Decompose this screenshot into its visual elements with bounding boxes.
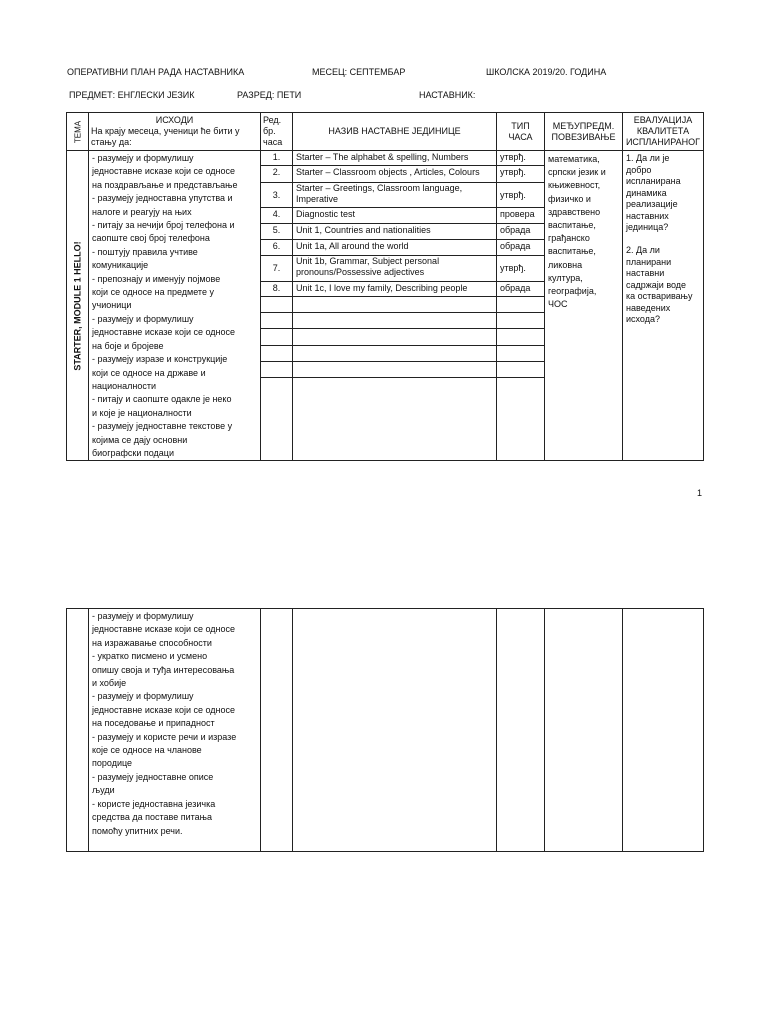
empty-cell — [261, 609, 293, 852]
outcomes-cell: - разумеју и формулишу једноставне исказе који се односе на поздрављање и представљање - разумеју једноставна упутства и налоге и реагују на њих - питају за нечији број телефона и саопште свој број телефона - поштују правила учтиве комуникације - препознају и именују појмове који се односе на предмете у учионици - разумеју и формулишу једноставне исказе који се односе на боје и бројеве - разумеју изразе и конструкције који се односе на државе и националности - питају и саопште одакле је неко и које је националности - разумеју једноставне текстове у којима се дају основни биографски подаци — [89, 151, 261, 461]
outcomes-cell-page2: - разумеју и формулишу једноставне исказе који се односе на изражавање способности - укратко писмено и усмено опишу своја и туђа интересовања и хобије - разумеју и формулишу једноставне исказе који се односе на поседовање и припадност - разумеју и користе речи и изразе које се односе на чланове породице - разумеју једноставне описе људи - користе једноставна језичка средства да поставе питања помоћу упитних речи. — [89, 609, 261, 852]
lesson-number: 8. — [261, 281, 293, 296]
theme-cell-page2 — [67, 609, 89, 852]
unit-header: НАЗИВ НАСТАВНЕ ЈЕДИНИЦЕ — [293, 113, 497, 151]
evaluation-header: ЕВАЛУАЦИЈА КВАЛИТЕТА ИСПЛАНИРАНОГ — [623, 113, 704, 151]
theme-cell: STARTER, MODULE 1 HELLO! — [67, 151, 89, 461]
lesson-type: обрада — [497, 281, 545, 296]
empty-cell — [497, 361, 545, 377]
lesson-type: утврђ. — [497, 256, 545, 281]
empty-cell — [261, 296, 293, 312]
lesson-unit: Starter – The alphabet & spelling, Numbers — [293, 151, 497, 166]
empty-cell — [497, 345, 545, 361]
plan-table-page2 — [66, 608, 704, 852]
lesson-type: утврђ. — [497, 151, 545, 166]
empty-cell — [293, 609, 497, 852]
outcomes-header — [89, 113, 261, 151]
lesson-unit: Unit 1a, All around the world — [293, 240, 497, 256]
empty-cell — [497, 296, 545, 312]
empty-cell — [261, 313, 293, 329]
lesson-type: утврђ. — [497, 183, 545, 207]
lesson-unit: Diagnostic test — [293, 207, 497, 223]
empty-cell — [497, 313, 545, 329]
empty-cell — [261, 361, 293, 377]
lesson-unit: Unit 1, Countries and nationalities — [293, 223, 497, 239]
empty-cell — [545, 609, 623, 852]
empty-cell — [623, 609, 704, 852]
lesson-number: 4. — [261, 207, 293, 223]
lesson-type: обрада — [497, 223, 545, 239]
empty-cell — [497, 329, 545, 345]
outcomes-header-title: ИСХОДИ — [155, 115, 194, 125]
outcomes-header-sub: На крају месеца, ученици ће бити у стању да: — [91, 126, 240, 147]
lesson-number: 7. — [261, 256, 293, 281]
lesson-type: утврђ. — [497, 166, 545, 183]
empty-cell — [261, 345, 293, 361]
cross-curricular-cell: математика, српски језик и књижевност, физичко и здравствено васпитање, грађанско васпитање, ликовна култура, географија, ЧОС — [545, 151, 623, 461]
empty-cell — [293, 361, 497, 377]
empty-cell — [497, 609, 545, 852]
empty-cell — [293, 329, 497, 345]
lesson-unit: Unit 1b, Grammar, Subject personal pronouns/Possessive adjectives — [293, 256, 497, 281]
empty-cell — [293, 345, 497, 361]
empty-cell — [293, 378, 497, 461]
grade-label: РАЗРЕД: ПЕТИ — [237, 90, 302, 100]
plan-title: ОПЕРАТИВНИ ПЛАН РАДА НАСТАВНИКА — [67, 67, 245, 77]
cross-curricular-header: МЕЂУПРЕДМ. ПОВЕЗИВАЊЕ — [545, 113, 623, 151]
lesson-unit: Starter – Classroom objects , Articles, Colours — [293, 166, 497, 183]
plan-table-page1 — [66, 112, 704, 461]
evaluation-cell: 1. Да ли је добро испланирана динамика реализације наставних јединица? 2. Да ли планирани наставни садржаји воде ка остваривању наведених исхода? — [623, 151, 704, 461]
empty-cell — [293, 296, 497, 312]
page-number: 1 — [696, 488, 702, 498]
lesson-number: 2. — [261, 166, 293, 183]
month-label: МЕСЕЦ: СЕПТЕМБАР — [312, 67, 406, 77]
school-year-label: ШКОЛСКА 2019/20. ГОДИНА — [486, 67, 607, 77]
empty-cell — [261, 378, 293, 461]
lesson-unit: Starter – Greetings, Classroom language, Imperative — [293, 183, 497, 207]
lesson-number-header: Ред. бр. часа — [261, 113, 293, 151]
lesson-unit: Unit 1c, I love my family, Describing people — [293, 281, 497, 296]
empty-cell — [293, 313, 497, 329]
empty-cell — [497, 378, 545, 461]
lesson-number: 1. — [261, 151, 293, 166]
theme-header: ТЕМА — [67, 113, 89, 151]
lesson-number: 3. — [261, 183, 293, 207]
lesson-type: провера — [497, 207, 545, 223]
lesson-type-header: ТИП ЧАСА — [497, 113, 545, 151]
lesson-number: 5. — [261, 223, 293, 239]
subject-label: ПРЕДМЕТ: ЕНГЛЕСКИ ЈЕЗИК — [69, 90, 195, 100]
teacher-label: НАСТАВНИК: — [419, 90, 476, 100]
empty-cell — [261, 329, 293, 345]
lesson-number: 6. — [261, 240, 293, 256]
lesson-type: обрада — [497, 240, 545, 256]
